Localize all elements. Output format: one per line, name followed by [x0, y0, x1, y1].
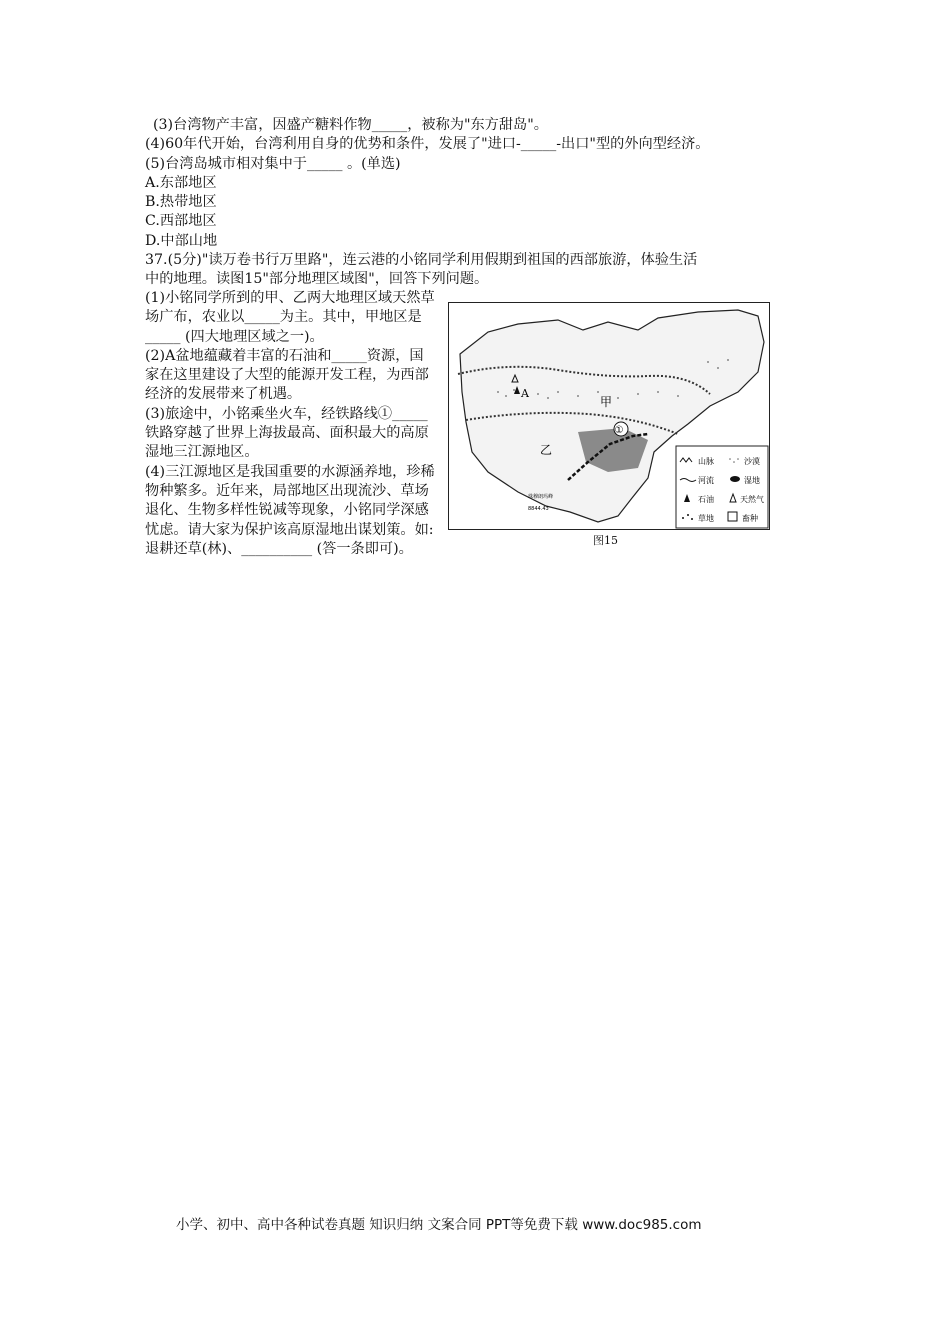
map-label-1: ① — [614, 425, 624, 436]
q37-2: (2)A盆地蕴藏着丰富的石油和_____资源，国家在这里建设了大型的能源开发工程，为西部经济的发展带来了机遇。 — [145, 347, 429, 403]
peak-height: 8844.43 — [528, 506, 549, 512]
q37-1: (1)小铭同学所到的甲、乙两大地理区域天然草场广布，农业以_____为主。其中，甲地区是_____ (四大地理区域之一)。 — [145, 290, 435, 345]
legend-label-4: 石油 — [698, 495, 714, 504]
legend-label-3: 湿地 — [744, 476, 760, 485]
legend-label-2: 河流 — [698, 476, 714, 485]
q37-intro-line1: 37.(5分)"读万卷书行万里路"，连云港的小铭同学利用假期到祖国的西部旅游，体验生活 — [145, 252, 698, 268]
legend-label-7: 畜种 — [742, 514, 758, 523]
legend-label-0: 山脉 — [698, 457, 714, 466]
map-figure — [448, 302, 770, 530]
q36-4: (4)60年代开始，台湾利用自身的优势和条件，发展了"进口-_____-出口"型的外向型经济。 — [145, 136, 710, 152]
q36-3: (3)台湾物产丰富，因盛产糖料作物_____，被称为"东方甜岛"。 — [153, 117, 548, 133]
option-a: A.东部地区 — [145, 175, 217, 191]
option-d: D.中部山地 — [145, 233, 218, 249]
legend-label-1: 沙漠 — [744, 457, 760, 466]
option-c: C.西部地区 — [145, 213, 217, 229]
legend-label-6: 草地 — [698, 514, 714, 523]
q37-questions — [145, 289, 435, 559]
option-b: B.热带地区 — [145, 194, 217, 210]
figure-caption: 图15 — [593, 534, 618, 547]
legend-label-5: 天然气 — [740, 495, 764, 504]
map-label-yi: 乙 — [540, 443, 553, 457]
peak-name: 珠穆朗玛峰 — [528, 494, 554, 500]
map-label-a: A — [521, 387, 529, 400]
q37-intro-line2: 中的地理。读图15"部分地理区域图"，回答下列问题。 — [145, 271, 489, 287]
wetland-icon — [730, 476, 740, 482]
q37-3: (3)旅途中，小铭乘坐火车，经铁路线①_____铁路穿越了世界上海拔最高、面积最大的高原湿地三江源地区。 — [145, 405, 429, 461]
map-label-jia: 甲 — [600, 395, 613, 409]
q36-5: (5)台湾岛城市相对集中于_____ 。(单选) — [145, 156, 401, 172]
q37-4: (4)三江源地区是我国重要的水源涵养地，珍稀物种繁多。近年来，局部地区出现流沙、草场退化、生物多样性锐减等现象，小铭同学深感忧虑。请大家为保护该高原湿地出谋划策。如:退耕还草(林)、__________ (答一条即可)。 — [145, 463, 435, 557]
page-footer: 小学、初中、高中各种试卷真题 知识归纳 文案合同 PPT等免费下载 www.doc985.com — [176, 1217, 702, 1233]
